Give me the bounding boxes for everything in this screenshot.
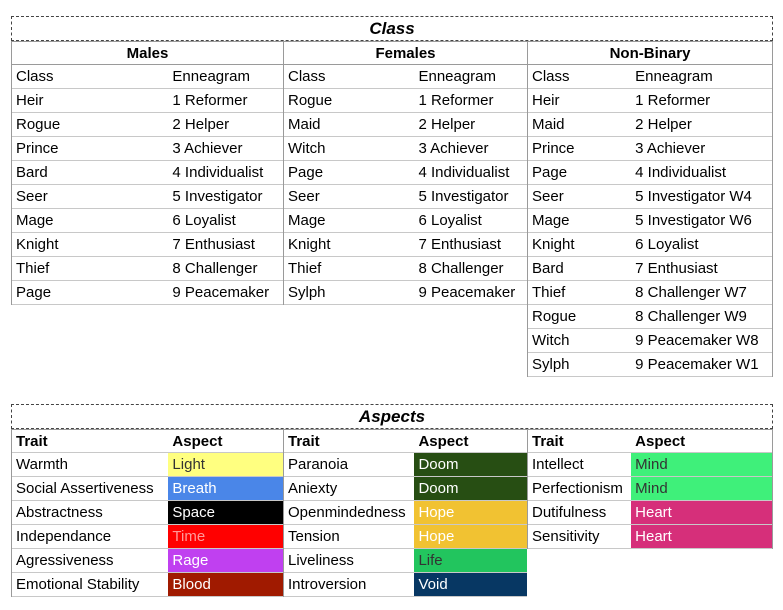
trait-cell[interactable]: Independance bbox=[16, 528, 112, 545]
class-cell[interactable]: Knight bbox=[288, 236, 331, 253]
table-row bbox=[12, 257, 283, 281]
table-row bbox=[284, 113, 527, 137]
table-row bbox=[284, 549, 527, 573]
aspect-cell[interactable]: Rage bbox=[168, 549, 283, 572]
table-row bbox=[528, 477, 772, 501]
table-row bbox=[528, 89, 772, 113]
aspect-cell[interactable]: Mind bbox=[631, 453, 772, 476]
enneagram-cell[interactable]: 6 Loyalist bbox=[635, 236, 699, 253]
enneagram-cell[interactable]: 5 Investigator W4 bbox=[635, 188, 752, 205]
enneagram-cell[interactable]: 7 Enthusiast bbox=[635, 260, 718, 277]
class-cell[interactable]: Page bbox=[532, 164, 568, 181]
aspect-group-0 bbox=[11, 429, 283, 597]
group-header[interactable]: Non-Binary bbox=[528, 41, 772, 65]
trait-cell[interactable]: Abstractness bbox=[16, 504, 103, 521]
class-cell[interactable]: Prince bbox=[532, 140, 575, 157]
trait-cell[interactable]: Intellect bbox=[532, 456, 584, 473]
column-header-enneagram[interactable]: Enneagram bbox=[635, 68, 713, 85]
enneagram-cell[interactable]: 4 Individualist bbox=[635, 164, 727, 181]
table-row bbox=[528, 353, 772, 377]
class-cell[interactable]: Thief bbox=[532, 284, 566, 301]
table-row bbox=[528, 209, 772, 233]
table-row bbox=[528, 137, 772, 161]
enneagram-cell[interactable]: 5 Investigator W6 bbox=[635, 212, 752, 229]
trait-cell[interactable]: Agressiveness bbox=[16, 552, 114, 569]
class-group-1 bbox=[283, 41, 527, 305]
class-cell[interactable]: Page bbox=[16, 284, 52, 301]
aspect-group-2 bbox=[527, 429, 773, 549]
enneagram-cell[interactable]: 9 Peacemaker bbox=[418, 284, 516, 301]
table-row bbox=[528, 161, 772, 185]
table-row bbox=[12, 525, 283, 549]
aspects-title[interactable]: Aspects bbox=[11, 404, 773, 429]
aspect-group-1 bbox=[283, 429, 527, 597]
column-header-enneagram[interactable]: Enneagram bbox=[418, 68, 497, 85]
enneagram-cell[interactable]: 3 Achiever bbox=[418, 140, 489, 157]
table-row bbox=[12, 137, 283, 161]
column-header-row bbox=[12, 429, 283, 453]
table-row bbox=[528, 525, 772, 549]
table-row bbox=[284, 525, 527, 549]
table-row bbox=[284, 477, 527, 501]
group-header[interactable]: Males bbox=[12, 41, 283, 65]
trait-cell[interactable]: Introversion bbox=[288, 576, 367, 593]
column-header-aspect[interactable]: Aspect bbox=[172, 433, 223, 450]
table-row bbox=[528, 453, 772, 477]
table-row bbox=[528, 329, 772, 353]
table-row bbox=[528, 185, 772, 209]
table-row bbox=[12, 161, 283, 185]
column-header-row bbox=[528, 429, 772, 453]
group-header[interactable]: Females bbox=[284, 41, 527, 65]
column-header-enneagram[interactable]: Enneagram bbox=[172, 68, 250, 85]
class-cell[interactable]: Witch bbox=[288, 140, 326, 157]
table-row bbox=[528, 113, 772, 137]
trait-cell[interactable]: Openmindedness bbox=[288, 504, 406, 521]
table-row bbox=[528, 233, 772, 257]
trait-cell[interactable]: Perfectionism bbox=[532, 480, 623, 497]
enneagram-cell[interactable]: 1 Reformer bbox=[172, 92, 248, 109]
class-cell[interactable]: Page bbox=[288, 164, 324, 181]
class-cell[interactable]: Rogue bbox=[288, 92, 333, 109]
table-row bbox=[284, 281, 527, 305]
enneagram-cell[interactable]: 4 Individualist bbox=[418, 164, 510, 181]
column-header-trait[interactable]: Trait bbox=[16, 433, 48, 450]
column-header-aspect[interactable]: Aspect bbox=[418, 433, 469, 450]
table-row bbox=[284, 89, 527, 113]
table-row bbox=[528, 257, 772, 281]
enneagram-cell[interactable]: 8 Challenger W9 bbox=[635, 308, 747, 325]
class-cell[interactable]: Maid bbox=[532, 116, 565, 133]
table-row bbox=[12, 233, 283, 257]
column-header-class[interactable]: Class bbox=[288, 68, 326, 85]
table-row bbox=[284, 257, 527, 281]
class-cell[interactable]: Seer bbox=[532, 188, 564, 205]
aspect-cell[interactable]: Hope bbox=[414, 501, 527, 524]
column-header-aspect[interactable]: Aspect bbox=[635, 433, 686, 450]
aspect-cell[interactable]: Hope bbox=[414, 525, 527, 548]
class-cell[interactable]: Rogue bbox=[16, 116, 61, 133]
table-row bbox=[284, 501, 527, 525]
trait-cell[interactable]: Paranoia bbox=[288, 456, 349, 473]
aspect-cell[interactable]: Mind bbox=[631, 477, 772, 500]
enneagram-cell[interactable]: 2 Helper bbox=[172, 116, 230, 133]
table-row bbox=[12, 573, 283, 597]
enneagram-cell[interactable]: 8 Challenger bbox=[418, 260, 504, 277]
aspect-cell[interactable]: Void bbox=[414, 573, 527, 596]
class-title[interactable]: Class bbox=[11, 16, 773, 41]
trait-cell[interactable]: Sensitivity bbox=[532, 528, 600, 545]
table-row bbox=[12, 453, 283, 477]
table-row bbox=[12, 477, 283, 501]
column-header-class[interactable]: Class bbox=[532, 68, 570, 85]
table-row bbox=[284, 573, 527, 597]
class-cell[interactable]: Thief bbox=[288, 260, 322, 277]
class-cell[interactable]: Mage bbox=[532, 212, 570, 229]
column-header-class[interactable]: Class bbox=[16, 68, 54, 85]
trait-cell[interactable]: Warmth bbox=[16, 456, 68, 473]
table-row bbox=[528, 305, 772, 329]
class-cell[interactable]: Seer bbox=[16, 188, 48, 205]
table-row bbox=[12, 501, 283, 525]
class-cell[interactable]: Knight bbox=[16, 236, 59, 253]
class-cell[interactable]: Heir bbox=[532, 92, 560, 109]
enneagram-cell[interactable]: 4 Individualist bbox=[172, 164, 264, 181]
enneagram-cell[interactable]: 8 Challenger bbox=[172, 260, 258, 277]
trait-cell[interactable]: Aniexty bbox=[288, 480, 338, 497]
class-cell[interactable]: Bard bbox=[532, 260, 564, 277]
column-header-row bbox=[284, 65, 527, 89]
column-header-row bbox=[284, 429, 527, 453]
aspect-cell[interactable]: Heart bbox=[631, 501, 772, 524]
table-row bbox=[528, 501, 772, 525]
column-header-trait[interactable]: Trait bbox=[532, 433, 564, 450]
enneagram-cell[interactable]: 1 Reformer bbox=[418, 92, 494, 109]
enneagram-cell[interactable]: 6 Loyalist bbox=[418, 212, 482, 229]
aspect-cell[interactable]: Light bbox=[168, 453, 283, 476]
class-cell[interactable]: Mage bbox=[16, 212, 54, 229]
class-cell[interactable]: Bard bbox=[16, 164, 48, 181]
table-row bbox=[12, 113, 283, 137]
class-cell[interactable]: Prince bbox=[16, 140, 59, 157]
aspect-cell[interactable]: Doom bbox=[414, 453, 527, 476]
trait-cell[interactable]: Social Assertiveness bbox=[16, 480, 154, 497]
class-cell[interactable]: Thief bbox=[16, 260, 50, 277]
enneagram-cell[interactable]: 9 Peacemaker W1 bbox=[635, 356, 759, 373]
trait-cell[interactable]: Emotional Stability bbox=[16, 576, 140, 593]
enneagram-cell[interactable]: 7 Enthusiast bbox=[172, 236, 255, 253]
aspect-cell[interactable]: Breath bbox=[168, 477, 283, 500]
enneagram-cell[interactable]: 7 Enthusiast bbox=[418, 236, 502, 253]
enneagram-cell[interactable]: 1 Reformer bbox=[635, 92, 711, 109]
enneagram-cell[interactable]: 6 Loyalist bbox=[172, 212, 236, 229]
enneagram-cell[interactable]: 9 Peacemaker bbox=[172, 284, 270, 301]
enneagram-cell[interactable]: 5 Investigator bbox=[172, 188, 263, 205]
enneagram-cell[interactable]: 2 Helper bbox=[418, 116, 476, 133]
table-row bbox=[12, 209, 283, 233]
class-cell[interactable]: Rogue bbox=[532, 308, 577, 325]
table-row bbox=[12, 185, 283, 209]
class-group-2 bbox=[527, 41, 773, 377]
table-row bbox=[284, 185, 527, 209]
enneagram-cell[interactable]: 9 Peacemaker W8 bbox=[635, 332, 759, 349]
aspect-cell[interactable]: Space bbox=[168, 501, 283, 524]
enneagram-cell[interactable]: 3 Achiever bbox=[635, 140, 706, 157]
table-row bbox=[12, 281, 283, 305]
class-cell[interactable]: Knight bbox=[532, 236, 575, 253]
enneagram-cell[interactable]: 8 Challenger W7 bbox=[635, 284, 747, 301]
table-row bbox=[528, 281, 772, 305]
table-row bbox=[12, 549, 283, 573]
table-row bbox=[284, 137, 527, 161]
aspect-cell[interactable]: Life bbox=[414, 549, 527, 572]
enneagram-cell[interactable]: 5 Investigator bbox=[418, 188, 509, 205]
class-cell[interactable]: Seer bbox=[288, 188, 320, 205]
enneagram-cell[interactable]: 3 Achiever bbox=[172, 140, 243, 157]
class-cell[interactable]: Witch bbox=[532, 332, 570, 349]
class-cell[interactable]: Maid bbox=[288, 116, 321, 133]
table-row bbox=[12, 89, 283, 113]
enneagram-cell[interactable]: 2 Helper bbox=[635, 116, 692, 133]
class-group-0 bbox=[11, 41, 283, 305]
table-row bbox=[284, 161, 527, 185]
column-header-row bbox=[528, 65, 772, 89]
aspect-cell[interactable]: Doom bbox=[414, 477, 527, 500]
aspect-cell[interactable]: Heart bbox=[631, 525, 772, 548]
class-cell[interactable]: Sylph bbox=[288, 284, 326, 301]
column-header-row bbox=[12, 65, 283, 89]
class-cell[interactable]: Mage bbox=[288, 212, 326, 229]
table-row bbox=[284, 233, 527, 257]
class-cell[interactable]: Sylph bbox=[532, 356, 570, 373]
class-cell[interactable]: Heir bbox=[16, 92, 44, 109]
aspect-cell[interactable]: Time bbox=[168, 525, 283, 548]
trait-cell[interactable]: Dutifulness bbox=[532, 504, 607, 521]
trait-cell[interactable]: Tension bbox=[288, 528, 340, 545]
aspect-cell[interactable]: Blood bbox=[168, 573, 283, 596]
table-row bbox=[284, 453, 527, 477]
table-row bbox=[284, 209, 527, 233]
trait-cell[interactable]: Liveliness bbox=[288, 552, 354, 569]
column-header-trait[interactable]: Trait bbox=[288, 433, 320, 450]
